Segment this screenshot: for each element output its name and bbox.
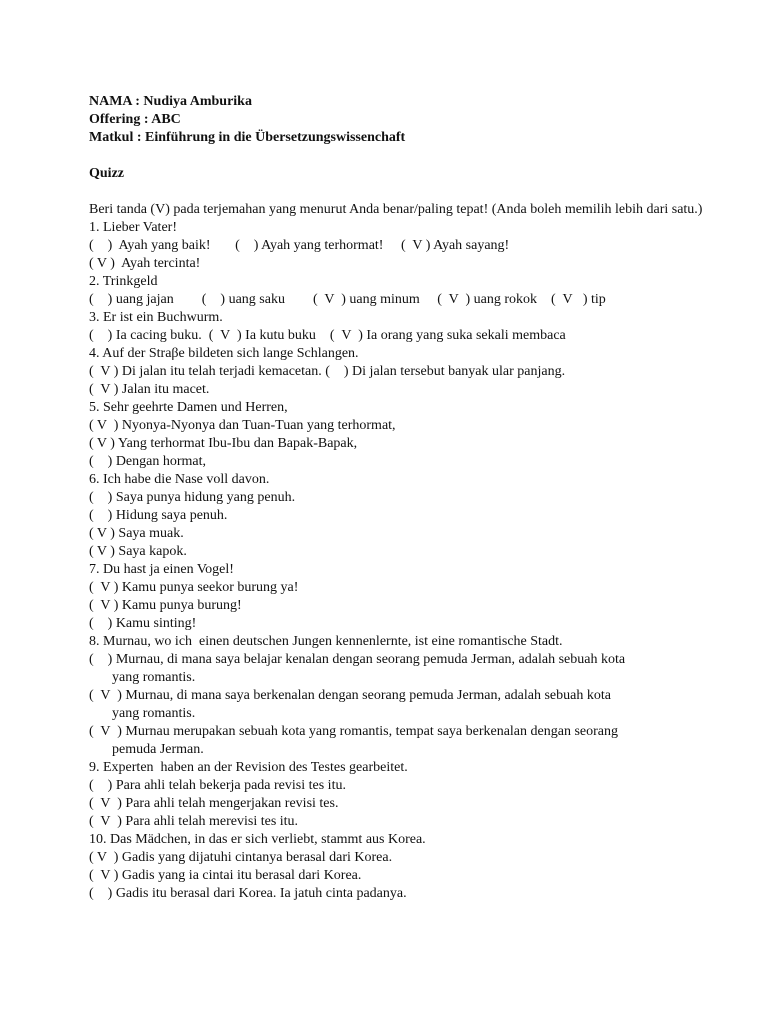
quiz-line: 6. Ich habe die Nase voll davon. (89, 472, 270, 487)
quiz-line: ( V ) Jalan itu macet. (89, 382, 210, 397)
quiz-line: 8. Murnau, wo ich einen deutschen Jungen kennenlernte, ist eine romantische Stadt. (89, 634, 563, 649)
quiz-line-continuation: yang romantis. (112, 706, 196, 721)
quiz-items-1-8 (89, 219, 729, 651)
quiz-line: ( V ) Para ahli telah merevisi tes itu. (89, 814, 299, 829)
quiz-items-9-10 (89, 759, 729, 903)
quiz-line-continuation: yang romantis. (112, 670, 196, 685)
quiz-line: ( V ) Gadis yang ia cintai itu berasal dari Korea. (89, 868, 362, 883)
quiz-line: ( V ) Nyonya-Nyonya dan Tuan-Tuan yang terhormat, (89, 418, 396, 433)
quiz-line: 10. Das Mädchen, in das er sich verliebt, stammt aus Korea. (89, 832, 426, 847)
spacer (89, 147, 729, 165)
quiz-line: ( V ) Yang terhormat Ibu-Ibu dan Bapak-Bapak, (89, 436, 358, 451)
quiz-line: ( ) Murnau, di mana saya belajar kenalan dengan seorang pemuda Jerman, adalah sebuah kota (89, 652, 626, 667)
quiz-line: ( ) Hidung saya penuh. (89, 508, 228, 523)
quiz-line: ( ) Para ahli telah bekerja pada revisi tes itu. (89, 778, 346, 793)
quiz-line: ( V ) Murnau merupakan sebuah kota yang romantis, tempat saya berkenalan dengan seorang (89, 724, 618, 739)
quiz-title: Quizz (89, 166, 124, 181)
quiz-line: 3. Er ist ein Buchwurm. (89, 310, 223, 325)
item8-options (89, 651, 729, 759)
offering-line: Offering : ABC (89, 112, 181, 127)
quiz-line: ( V ) Kamu punya burung! (89, 598, 242, 613)
document-page (89, 93, 729, 903)
quiz-line: 7. Du hast ja einen Vogel! (89, 562, 234, 577)
quiz-line: ( V ) Para ahli telah mengerjakan revisi tes. (89, 796, 339, 811)
quiz-line: 2. Trinkgeld (89, 274, 158, 289)
quiz-line: ( V ) Saya kapok. (89, 544, 187, 559)
instruction-text: Beri tanda (V) pada terjemahan yang menurut Anda benar/paling tepat! (Anda boleh memilih lebih dari satu.) (89, 202, 703, 217)
quiz-line: 4. Auf der Straβe bildeten sich lange Schlangen. (89, 346, 359, 361)
quiz-line: ( ) Kamu sinting! (89, 616, 197, 631)
quiz-line: ( ) Saya punya hidung yang penuh. (89, 490, 296, 505)
spacer (89, 183, 729, 201)
quiz-line: ( V ) Saya muak. (89, 526, 184, 541)
quiz-line: ( ) Gadis itu berasal dari Korea. Ia jatuh cinta padanya. (89, 886, 407, 901)
quiz-line: ( ) uang jajan ( ) uang saku ( V ) uang minum ( V ) uang rokok ( V ) tip (89, 292, 606, 307)
quiz-line: ( V ) Di jalan itu telah terjadi kemacetan. ( ) Di jalan tersebut banyak ular panjang. (89, 364, 566, 379)
quiz-line: ( V ) Gadis yang dijatuhi cintanya berasal dari Korea. (89, 850, 393, 865)
quiz-line: ( V ) Ayah tercinta! (89, 256, 201, 271)
quiz-line: 1. Lieber Vater! (89, 220, 177, 235)
quiz-line: 5. Sehr geehrte Damen und Herren, (89, 400, 288, 415)
quiz-line: ( ) Dengan hormat, (89, 454, 207, 469)
quiz-line: ( V ) Murnau, di mana saya berkenalan dengan seorang pemuda Jerman, adalah sebuah kota (89, 688, 611, 703)
quiz-line: 9. Experten haben an der Revision des Testes gearbeitet. (89, 760, 408, 775)
course-line: Matkul : Einführung in die Übersetzungswissenchaft (89, 130, 406, 145)
student-name: NAMA : Nudiya Amburika (89, 94, 252, 109)
quiz-line: ( ) Ia cacing buku. ( V ) Ia kutu buku ( V ) Ia orang yang suka sekali membaca (89, 328, 566, 343)
quiz-line-continuation: pemuda Jerman. (112, 742, 204, 757)
quiz-line: ( ) Ayah yang baik! ( ) Ayah yang terhormat! ( V ) Ayah sayang! (89, 238, 510, 253)
quiz-line: ( V ) Kamu punya seekor burung ya! (89, 580, 299, 595)
